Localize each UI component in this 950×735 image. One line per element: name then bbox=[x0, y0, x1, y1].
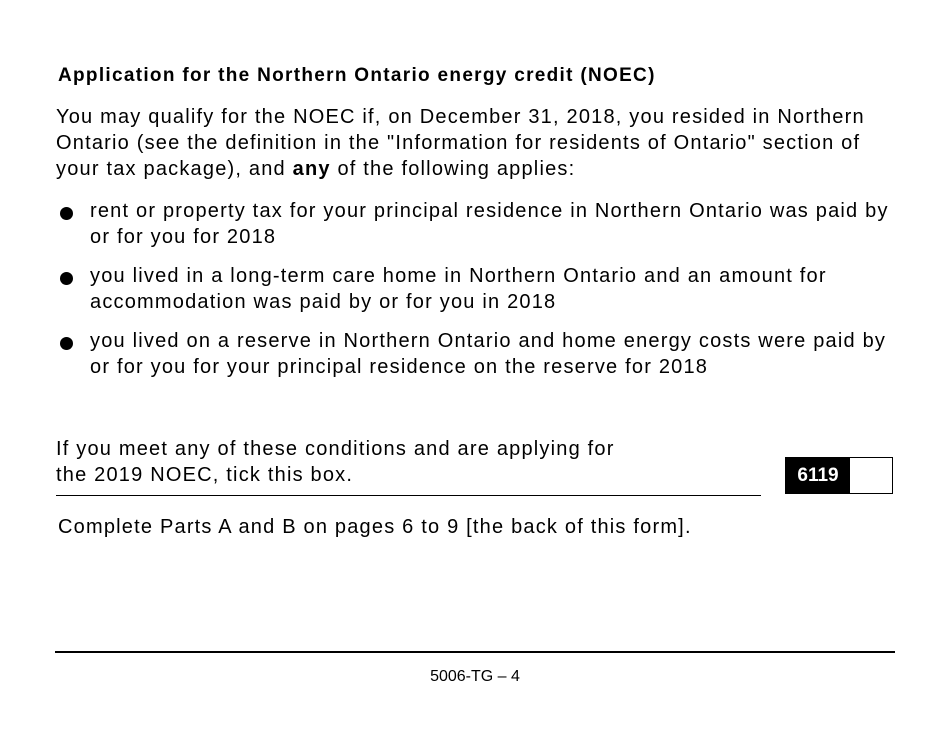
tick-instruction-line-1: If you meet any of these conditions and are applying for bbox=[56, 438, 615, 460]
list-item-text: rent or property tax for your principal residence in Northern Ontario was paid by or for you for 2018 bbox=[90, 200, 889, 248]
list-item-text: you lived in a long-term care home in Northern Ontario and an amount for accommodation was paid by or for you in 2018 bbox=[90, 265, 827, 313]
footer-divider bbox=[55, 651, 895, 653]
noec-tick-field bbox=[785, 457, 893, 494]
divider bbox=[56, 495, 761, 496]
intro-text-start: You may qualify for the NOEC if, on December 31, 2018, you resided in Northern Ontario (see the definition in the "Information for residents of Ontario" section of your tax package), and bbox=[56, 106, 865, 180]
section-heading: Application for the Northern Ontario energy credit (NOEC) bbox=[58, 65, 656, 86]
tick-instruction bbox=[56, 436, 756, 488]
page-number: 5006-TG – 4 bbox=[430, 668, 520, 685]
intro-emphasis: any bbox=[292, 158, 331, 180]
list-item bbox=[56, 263, 906, 315]
bullet-icon bbox=[60, 337, 73, 350]
intro-paragraph bbox=[56, 104, 896, 182]
noec-checkbox[interactable] bbox=[850, 458, 892, 493]
instruction-text: Complete Parts A and B on pages 6 to 9 [the back of this form]. bbox=[58, 516, 692, 538]
bullet-icon bbox=[60, 272, 73, 285]
list-item-text: you lived on a reserve in Northern Ontario and home energy costs were paid by or for you for your principal residence on the reserve for 2018 bbox=[90, 330, 887, 378]
list-item bbox=[56, 328, 906, 380]
bullet-icon bbox=[60, 207, 73, 220]
tick-instruction-line-2: the 2019 NOEC, tick this box. bbox=[56, 464, 354, 486]
intro-text-end: of the following applies: bbox=[330, 158, 576, 180]
field-code-label: 6119 bbox=[786, 458, 850, 493]
conditions-list bbox=[56, 198, 906, 393]
list-item bbox=[56, 198, 906, 250]
